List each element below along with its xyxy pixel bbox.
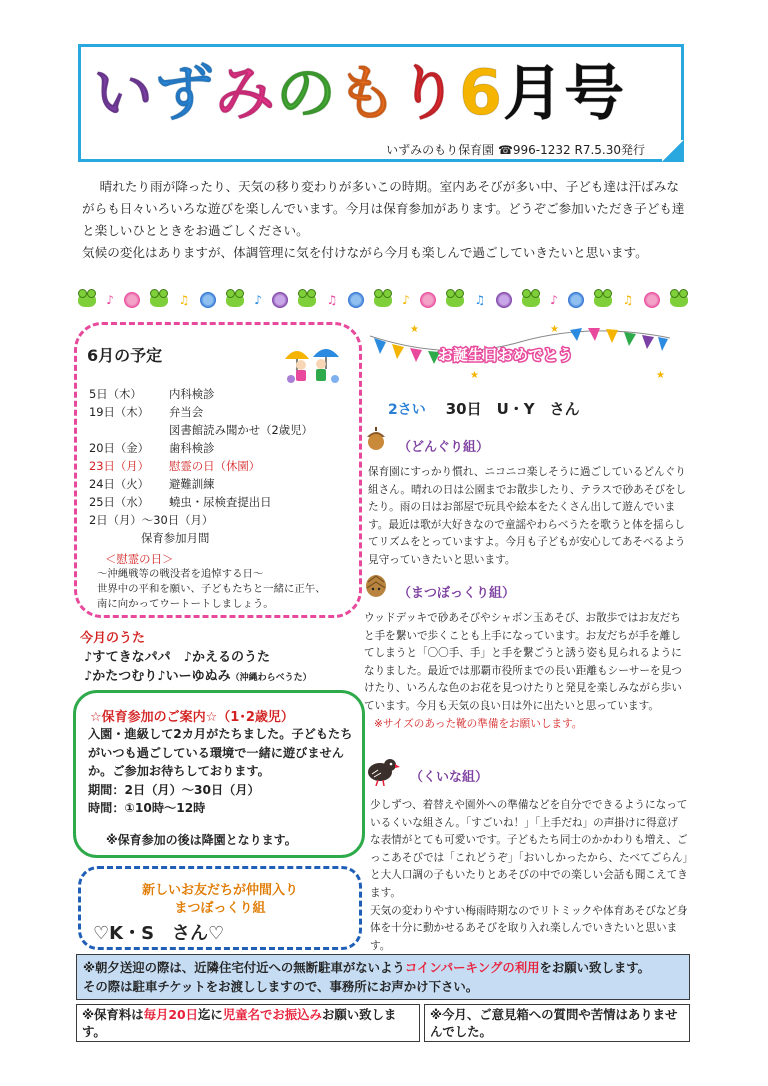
birthday-detail: 30日 U・Y さん <box>445 400 580 418</box>
schedule-range-event: 保育参加月間 <box>141 531 210 545</box>
birthday-line <box>388 398 580 419</box>
fee-part: 迄に <box>198 1007 223 1022</box>
title-char: も <box>337 59 398 129</box>
svg-text:★: ★ <box>550 324 559 335</box>
opinion-notice <box>424 1004 690 1042</box>
fee-part: お願い致します。 <box>82 1007 397 1039</box>
matsubokkuri-class-title: （まつぼっくり組） <box>398 586 516 601</box>
fee-highlight: 児童名でお振込み <box>222 1007 322 1022</box>
svg-text:★: ★ <box>656 370 665 381</box>
schedule-date: 25日（水） <box>89 495 150 509</box>
participation-footer: ※保育参加の後は降園となります。 <box>106 833 297 847</box>
irei-line: ～沖縄戦等の戦没者を追悼する日～ <box>97 568 264 580</box>
decoration-row <box>78 289 688 311</box>
irei-title: ＜慰霊の日＞ <box>105 552 174 566</box>
parking-line: その際は駐車チケットをお渡ししますので、事務所にお声かけ下さい。 <box>83 979 479 994</box>
song-line: ♪すてきなパパ ♪かえるのうた <box>84 650 270 665</box>
music-note-icon: ♫ <box>622 293 634 307</box>
music-note-icon: ♪ <box>106 293 114 307</box>
frog-icon <box>670 293 688 307</box>
matsubokkuri-note: ※サイズのあった靴の準備をお願いします。 <box>374 717 583 730</box>
schedule-event: 歯科検診 <box>169 441 215 455</box>
hydrangea-icon <box>200 292 216 308</box>
birthday-title: お誕生日おめでとう <box>438 346 574 364</box>
schedule-row <box>89 403 313 421</box>
hydrangea-icon <box>644 292 660 308</box>
music-note-icon: ♫ <box>326 293 338 307</box>
participation-box <box>73 690 365 858</box>
schedule-event: 弁当会 <box>169 405 204 419</box>
parking-line <box>83 958 683 977</box>
irei-line: 南に向かってウートートしましょう。 <box>97 598 274 610</box>
song-note: （沖縄わらべうた） <box>230 673 312 683</box>
schedule-row <box>89 493 313 511</box>
music-note-icon: ♪ <box>550 293 558 307</box>
schedule-range: 2日（月）～30日（月） <box>89 513 214 527</box>
schedule-date: 20日（金） <box>89 441 150 455</box>
header-info: いずみのもり保育園 ☎996-1232 R7.5.30発行 <box>386 143 645 157</box>
frog-icon <box>78 293 96 307</box>
kuina-class-text <box>370 797 688 955</box>
hydrangea-icon <box>272 292 288 308</box>
new-friend-name: ♡K・S さん♡ <box>93 923 225 944</box>
participation-text: 入園・進級して2カ月がたちました。子どもたちがいつも過ごしている環境で一緒に遊びませんか。ご参加お待ちしております。 <box>88 727 353 778</box>
hydrangea-icon <box>496 292 512 308</box>
music-note-icon: ♪ <box>254 293 262 307</box>
parking-text: をお願い致します。 <box>539 960 651 975</box>
new-friend-box <box>78 866 362 950</box>
frog-icon <box>446 293 464 307</box>
kuina-class-title: （くいな組） <box>410 770 489 785</box>
songs-title: 今月のうた <box>80 631 146 646</box>
schedule-event: 慰霊の日（休園） <box>169 459 261 473</box>
newsletter-title <box>93 57 625 130</box>
frog-icon <box>226 293 244 307</box>
fee-highlight: 毎月20日 <box>143 1007 199 1022</box>
opinion-text: ※今月、ご意見箱への質問や苦情はありませんでした。 <box>430 1007 678 1039</box>
frog-icon <box>522 293 540 307</box>
title-char: ず <box>154 59 215 129</box>
kuina-bird-icon <box>364 756 400 786</box>
schedule-row <box>89 385 313 403</box>
title-char: み <box>215 59 276 129</box>
header-box <box>78 44 684 162</box>
schedule-row <box>89 439 313 457</box>
participation-title: ☆保育参加のご案内☆（1･2歳児） <box>90 710 294 725</box>
donguri-class-text <box>368 464 688 570</box>
schedule-row <box>89 475 313 493</box>
frog-icon <box>374 293 392 307</box>
donguri-text: 保育園にすっかり慣れ、ニコニコ楽しそうに過ごしているどんぐり組さん。晴れの日は公園までお散歩したり、テラスで砂あそびをしたり。雨の日はお部屋で玩具や絵本をたくさん出して遊んでいます。最近は歌が大好きなので童謡やわらべうたを歌うと体を揺らしてリズムをとっていますよ。今月も子どもが安心してあそべるよう見守っていきたいと思います。 <box>368 466 687 566</box>
schedule-event: 蟯虫・尿検査提出日 <box>169 495 272 509</box>
page-fold-corner <box>662 140 684 162</box>
schedule-date: 19日（木） <box>89 405 150 419</box>
music-note-icon: ♫ <box>178 293 190 307</box>
svg-text:★: ★ <box>410 324 419 335</box>
parking-highlight: コインパーキングの利用 <box>404 960 540 975</box>
schedule-sub-item: 図書館読み聞かせ（2歳児） <box>169 423 313 437</box>
title-char: い <box>93 59 154 129</box>
participation-period: 期間：2日（月）～30日（月） <box>88 782 260 797</box>
parking-text: ※朝夕送迎の際は、近隣住宅付近への無断駐車がないよう <box>83 960 405 975</box>
schedule-box <box>74 322 362 618</box>
schedule-event: 避難訓練 <box>169 477 215 491</box>
donguri-class-title: （どんぐり組） <box>398 440 490 455</box>
schedule-list <box>89 385 313 547</box>
intro-text <box>82 176 686 264</box>
schedule-date: 23日（月） <box>89 459 150 473</box>
music-note-icon: ♪ <box>402 293 410 307</box>
music-note-icon: ♫ <box>474 293 486 307</box>
parking-notice <box>76 954 690 1000</box>
song-line <box>84 667 312 688</box>
kuina-text: 少しずつ、着替えや園外への準備などを自分でできるようになっているくいな組さん。「すごいね！」「上手だね」の声掛けに得意げな表情がとても可愛いです。子どもたち同士のかかわりも増え、ごっこあそびでは「これどうぞ」「おいしかったから、たべてごらん」と大人口調の子もいたりとあそびの中での楽しい会話も聞こえてきます。 <box>370 799 688 899</box>
matsubokkuri-text: ウッドデッキで砂あそびやシャボン玉あそび、お散歩ではお友だちと手を繋いで歩くことも上手になっています。お友だちが手を離してしまうと「〇〇手、手」と手を繋ごうと誘う姿も見られるようになりました。最近では那覇市役所までの長い距離もシーサーを見つけたり、いろんな色のお花を見つけたりと発見を楽しみながら歩いています。今月も天気の良い日は外に出たいと思っています。 <box>364 612 682 712</box>
title-char: の <box>276 59 337 129</box>
hydrangea-icon <box>348 292 364 308</box>
songs-list <box>84 648 312 688</box>
intro-paragraph: 気候の変化はありますが、体調管理に気を付けながら今月も楽しんで過ごしていきたいと思います。 <box>82 245 648 260</box>
irei-text <box>97 567 326 612</box>
frog-icon <box>594 293 612 307</box>
acorn-icon <box>366 427 386 451</box>
kids-umbrella-icon <box>283 341 341 385</box>
schedule-date: 5日（木） <box>89 387 142 401</box>
title-month: 6 <box>459 56 504 129</box>
frog-icon <box>298 293 316 307</box>
schedule-date: 24日（火） <box>89 477 150 491</box>
fee-part: ※保育料は <box>82 1007 144 1022</box>
matsubokkuri-class-text <box>364 610 688 733</box>
fee-notice <box>76 1004 420 1042</box>
participation-time: 時間：①10時～12時 <box>88 801 206 815</box>
svg-text:★: ★ <box>470 370 479 381</box>
song-names: ♪かたつむり♪いーゆぬみ <box>84 669 231 684</box>
kuina-text: 天気の変わりやすい梅雨時期なのでリトミックや体育あそびなど身体を十分に動かせるあそびを取り入れ楽しんでいきたいと思います。 <box>370 904 688 952</box>
title-char: り <box>398 59 459 129</box>
fee-text <box>82 1006 414 1040</box>
hydrangea-icon <box>568 292 584 308</box>
frog-icon <box>150 293 168 307</box>
pinecone-character-icon <box>364 572 388 598</box>
hydrangea-icon <box>420 292 436 308</box>
new-friend-heading: 新しいお友だちが仲間入り <box>141 883 298 898</box>
new-friend-class: まつぼっくり組 <box>174 901 266 916</box>
birthday-age: 2さい <box>388 402 426 418</box>
hydrangea-icon <box>124 292 140 308</box>
title-suffix: 月号 <box>503 59 626 129</box>
irei-line: 世界中の平和を願い、子どもたちと一緒に正午、 <box>97 583 326 595</box>
intro-paragraph: 晴れたり雨が降ったり、天気の移り変わりが多いこの時期。室内あそびが多い中、子ども達は汗ばみながらも日々いろいろな遊びを楽しんでいます。今月は保育参加があります。どうぞご参加いただき子ども達と楽しいひとときをお過ごしください。 <box>82 179 685 238</box>
schedule-event: 内科検診 <box>169 387 215 401</box>
schedule-row-holiday <box>89 457 313 475</box>
schedule-title: 6月の予定 <box>87 346 163 365</box>
participation-body <box>88 725 358 818</box>
